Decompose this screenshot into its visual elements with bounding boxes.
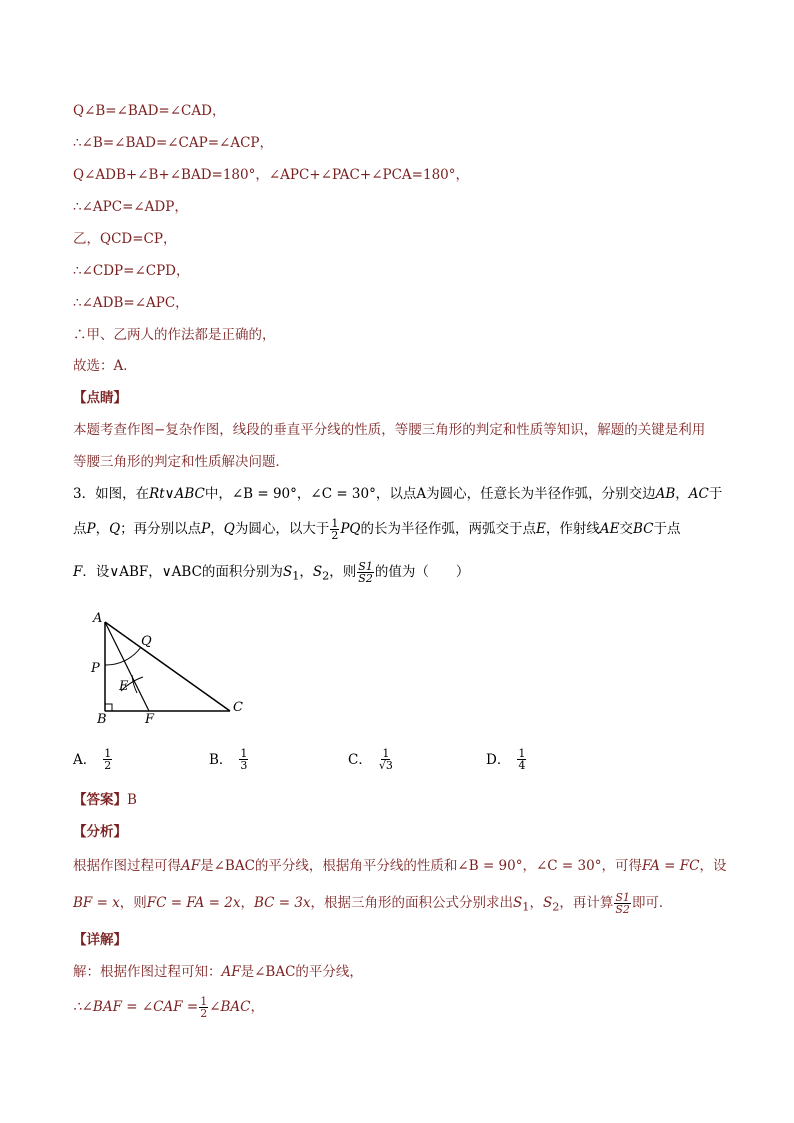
analysis-line-2: BF = x，则FC = FA = 2x，BC = 3x，根据三角形的面积公式分别求出$S_1$，$S_2$，再计算 $\frac{S1}{S2}$ 即可． (73, 891, 673, 916)
label-c: C (233, 700, 243, 715)
solution-line-7: ∴∠ADB=∠APC， (73, 295, 189, 311)
q-text: ， (210, 521, 224, 537)
solution-line-8: ∴甲、乙两人的作法都是正确的， (73, 327, 276, 343)
dianjing-text-1: 本题考查作图−复杂作图，线段的垂直平分线的性质，等腰三角形的判定和性质等知识，解题的关键是利用 (73, 422, 706, 438)
answer-heading: 【答案】 (73, 792, 127, 808)
analysis-heading: 【分析】 (73, 824, 127, 840)
answer-value: B (127, 792, 137, 808)
solution-line-6: ∴∠CDP=∠CPD， (73, 263, 190, 279)
solution-line-3: Q∠ADB+∠B+∠BAD=180°，∠APC+∠PAC+∠PCA=180°， (73, 167, 469, 183)
solution-line-2: ∴∠B=∠BAD=∠CAP=∠ACP， (73, 135, 274, 151)
q-math: BC (632, 521, 654, 537)
q-text: ， (95, 521, 110, 537)
q-math: S (312, 564, 323, 580)
q-math: Q (109, 521, 121, 537)
q-text: ， (675, 486, 689, 502)
q-math: Q (223, 521, 235, 537)
q-math: P (86, 521, 96, 537)
q-text: 为圆心，以大于 (234, 521, 330, 537)
question-line-3 (73, 561, 469, 587)
q-text: 于点 (653, 521, 681, 537)
option-d[interactable]: D． $\frac{1}{4}$ (486, 747, 526, 772)
q-text: 3．如图，在 (73, 486, 150, 502)
q-sub: 1 (292, 569, 300, 583)
q-math: AC (688, 486, 709, 502)
q-text: 交 (619, 521, 633, 537)
solution-line-5: 乙，QCD=CP， (73, 231, 177, 247)
dianjing-heading: 【点睛】 (73, 390, 127, 406)
solution-line-4: ∴∠APC=∠ADP， (73, 199, 188, 215)
side-ac (105, 622, 230, 711)
fraction-s1-s2-analysis: $\frac{S1}{S2}$ (615, 891, 630, 916)
solution-line-9: 故选：A． (73, 358, 137, 374)
q-sub: 2 (322, 569, 330, 583)
question-line-1 (73, 484, 722, 504)
fraction-half-detail: $\frac{1}{2}$ (200, 995, 208, 1020)
q-text: 中，∠B = 90°，∠C = 30°，以点A为圆心，任意长为半径作弧，分别交边 (204, 486, 656, 502)
right-angle-mark (105, 704, 112, 711)
detail-line-2: ∴∠BAF = ∠CAF = $\frac{1}{2}$ ∠BAC， (73, 995, 265, 1020)
option-b[interactable]: B． $\frac{1}{3}$ (209, 747, 248, 772)
label-f: F (145, 712, 155, 727)
fraction-s1-s2: $\frac{S1}{S2}$ (358, 560, 373, 585)
q-math: Rt∨ABC (149, 486, 205, 502)
q-text: ，则 (329, 564, 357, 580)
solution-line-1: Q∠B=∠BAD=∠CAD， (73, 103, 226, 119)
q-text: 点 (73, 521, 87, 537)
answer-line (73, 790, 137, 810)
label-p: P (91, 661, 100, 676)
q-math: PQ (340, 521, 361, 537)
label-q: Q (141, 634, 152, 649)
q-text: ；再分别以点 (120, 521, 202, 537)
q-text: 的长为半径作弧，两弧交于点 (360, 521, 536, 537)
label-e: E (119, 679, 129, 694)
label-b: B (97, 712, 107, 727)
triangle-figure (85, 605, 255, 730)
q-math: P (201, 521, 211, 537)
arc-pq (105, 647, 141, 665)
q-text: 的值为（ ） (374, 564, 470, 580)
fraction-half: $\frac{1}{2}$ (331, 517, 339, 542)
label-a: A (93, 611, 103, 626)
q-math: S (282, 564, 293, 580)
q-math: E (536, 521, 546, 537)
detail-heading: 【详解】 (73, 932, 127, 948)
q-math: AB (655, 486, 676, 502)
option-a[interactable]: A． $\frac{1}{2}$ (73, 747, 112, 772)
q-text: ．设∨ABF，∨ABC的面积分别为 (82, 564, 283, 580)
q-math: AE (599, 521, 620, 537)
question-line-2 (73, 518, 680, 541)
q-text: ， (299, 564, 313, 580)
q-text: 于 (708, 486, 723, 502)
q-text: ，作射线 (545, 521, 600, 537)
dianjing-text-2: 等腰三角形的判定和性质解决问题． (73, 454, 289, 470)
detail-line-1: 解：根据作图过程可知：AF是∠BAC的平分线， (73, 964, 363, 980)
q-math: F (73, 564, 83, 580)
option-c[interactable]: C． $\frac{1}{√3}$ (348, 747, 393, 772)
analysis-line-1: 根据作图过程可得AF是∠BAC的平分线，根据角平分线的性质和∠B = 90°，∠C = 30°，可得FA = FC，设 (73, 858, 727, 874)
